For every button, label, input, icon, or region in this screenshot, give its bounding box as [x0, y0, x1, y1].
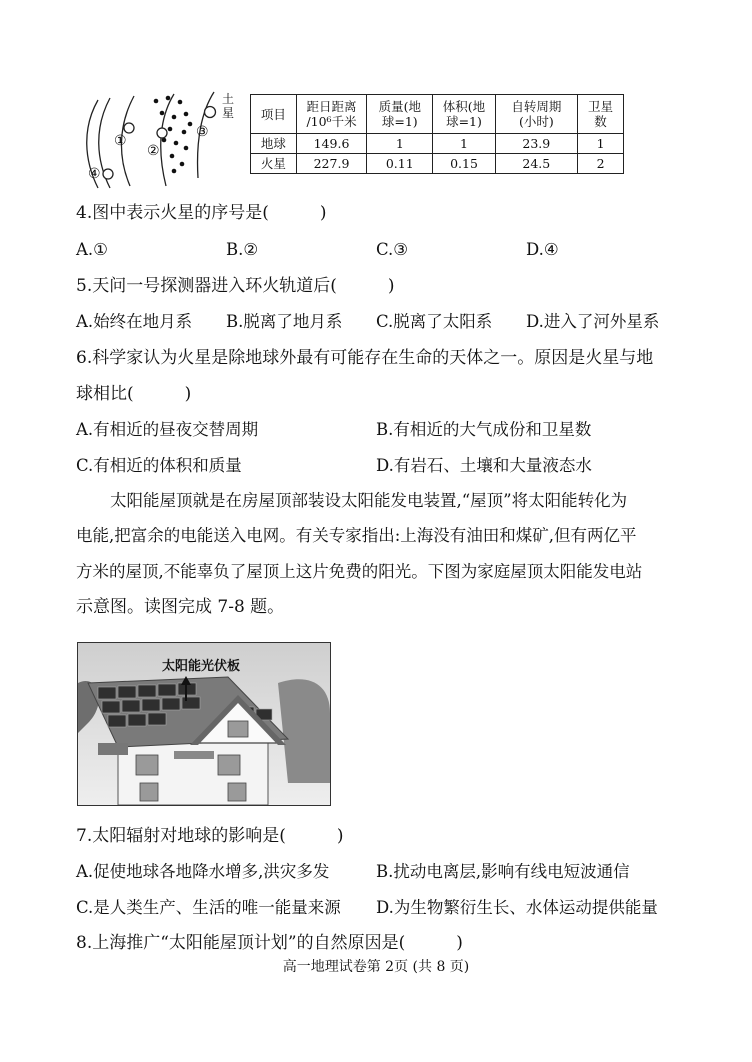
question-5-stem: 5.天问一号探测器进入环火轨道后( ) — [76, 276, 395, 296]
planet-marker — [157, 128, 167, 138]
table-cell: 23.9 — [495, 134, 578, 154]
question-4-option-c[interactable]: C.③ — [376, 240, 409, 259]
planet-data-table — [250, 94, 624, 174]
orbit-label-2: ② — [147, 143, 160, 159]
table-cell: 2 — [578, 154, 624, 174]
passage-line-4: 示意图。读图完成 7-8 题。 — [76, 597, 285, 617]
question-5-option-d[interactable]: D.进入了河外星系 — [526, 312, 660, 331]
orbit-label-1: ① — [114, 133, 127, 149]
orbit-label-4: ④ — [88, 166, 101, 182]
table-header-cell: 质量(地 球=1) — [367, 95, 433, 134]
table-cell: 1 — [367, 134, 433, 154]
question-4-stem: 4.图中表示火星的序号是( ) — [76, 203, 327, 223]
question-5-option-a[interactable]: A.始终在地月系 — [76, 312, 193, 331]
table-header-cell: 项目 — [251, 95, 297, 134]
question-6-stem-line2: 球相比( ) — [76, 384, 192, 404]
table-row — [251, 154, 624, 174]
table-header-row — [251, 95, 624, 134]
question-6-option-b[interactable]: B.有相近的大气成份和卫星数 — [376, 420, 592, 439]
question-4-option-b[interactable]: B.② — [226, 240, 259, 259]
orbit-diagram — [76, 88, 246, 190]
question-4-option-d[interactable]: D.④ — [526, 240, 559, 259]
planet-marker — [103, 169, 113, 179]
table-header-cell: 体积(地 球=1) — [433, 95, 495, 134]
solar-house-photo — [77, 642, 331, 806]
page-footer: 高一地理试卷第 2页 (共 8 页) — [282, 959, 470, 975]
table-row — [251, 134, 624, 154]
question-7-option-a[interactable]: A.促使地球各地降水增多,洪灾多发 — [76, 862, 330, 881]
table-header-cell: 自转周期 (小时) — [495, 95, 578, 134]
table-cell: 149.6 — [296, 134, 366, 154]
solar-panel-label: 太阳能光伏板 — [162, 659, 241, 674]
question-6-option-c[interactable]: C.有相近的体积和质量 — [76, 456, 242, 475]
question-6-stem-line1: 6.科学家认为火星是除地球外最有可能存在生命的天体之一。原因是火星与地 — [76, 348, 654, 368]
orbit-label-3: ③ — [196, 124, 209, 140]
question-7-option-c[interactable]: C.是人类生产、生活的唯一能量来源 — [76, 898, 341, 917]
passage-line-2: 电能,把富余的电能送入电网。有关专家指出:上海没有油田和煤矿,但有两亿平 — [76, 526, 637, 545]
question-5-option-c[interactable]: C.脱离了太阳系 — [376, 312, 493, 331]
table-cell: 1 — [433, 134, 495, 154]
table-cell: 0.11 — [367, 154, 433, 174]
question-4-option-a[interactable]: A.① — [76, 240, 108, 259]
table-cell: 0.15 — [433, 154, 495, 174]
planet-earth-marker — [124, 123, 134, 133]
table-cell: 24.5 — [495, 154, 578, 174]
passage-line-3: 方米的屋顶,不能辜负了屋顶上这片免费的阳光。下图为家庭屋顶太阳能发电站 — [76, 562, 643, 581]
table-header-cell: 卫星 数 — [578, 95, 624, 134]
question-7-option-b[interactable]: B.扰动电离层,影响有线电短波通信 — [376, 862, 630, 881]
question-6-option-d[interactable]: D.有岩石、土壤和大量液态水 — [376, 456, 592, 475]
table-cell: 地球 — [251, 134, 297, 154]
planet-saturn-marker — [205, 107, 216, 118]
question-6-option-a[interactable]: A.有相近的昼夜交替周期 — [76, 420, 259, 439]
table-cell: 227.9 — [296, 154, 366, 174]
question-8-stem: 8.上海推广“太阳能屋顶计划”的自然原因是( ) — [76, 933, 463, 953]
table-cell: 火星 — [251, 154, 297, 174]
passage-line-1: 太阳能屋顶就是在房屋顶部装设太阳能发电装置,“屋顶”将太阳能转化为 — [110, 491, 628, 510]
question-7-stem: 7.太阳辐射对地球的影响是( ) — [76, 826, 344, 846]
table-cell: 1 — [578, 134, 624, 154]
question-5-option-b[interactable]: B.脱离了地月系 — [226, 312, 343, 331]
table-header-cell: 距日距离 /10⁶千米 — [296, 95, 366, 134]
question-7-option-d[interactable]: D.为生物繁衍生长、水体运动提供能量 — [376, 898, 658, 917]
saturn-label: 土星 — [222, 92, 235, 120]
